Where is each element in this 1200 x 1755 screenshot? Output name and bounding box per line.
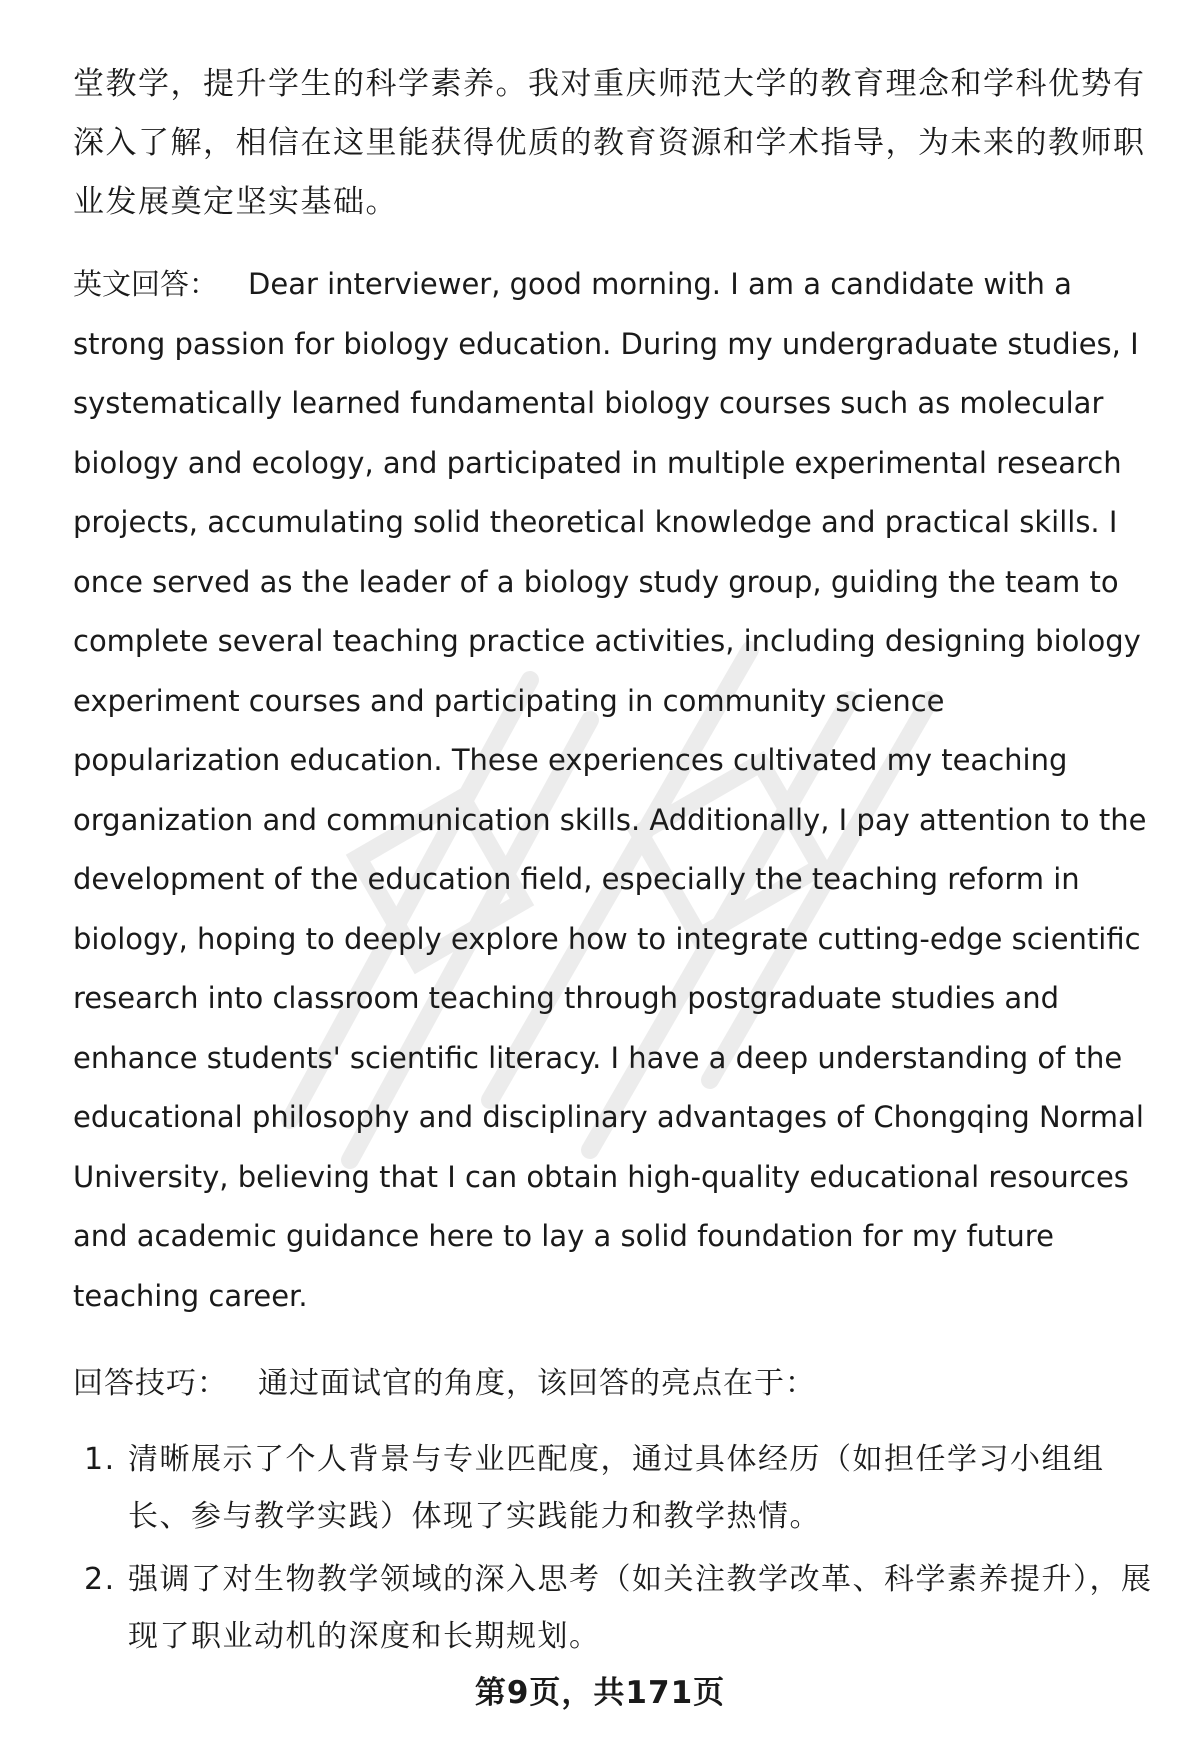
list-item-number: 1. <box>84 1442 116 1477</box>
tips-list <box>73 1431 1153 1665</box>
list-item <box>73 1551 1153 1665</box>
continuation-paragraph: 堂教学，提升学生的科学素养。我对重庆师范大学的教育理念和学科优势有深入了解，相信在这里能获得优质的教育资源和学术指导，为未来的教师职业发展奠定坚实基础。 <box>73 66 1146 220</box>
document-page <box>73 55 1153 1671</box>
list-item <box>73 1431 1153 1545</box>
english-answer-paragraph <box>73 255 1153 1326</box>
page-indicator: 第9页，共171页 <box>474 1675 726 1711</box>
list-item-text: 强调了对生物教学领域的深入思考（如关注教学改革、科学素养提升），展现了职业动机的深度和长期规划。 <box>128 1562 1153 1654</box>
tips-intro: 通过面试官的角度，该回答的亮点在于： <box>258 1366 816 1401</box>
english-answer-text: Dear interviewer, good morning. I am a candidate with a strong passion for biology education. During my undergraduate studies, I systematically learned fundamental biology courses such as molecular biology and ecology, and participated in multiple experimental research projects, accumulating solid theoretical knowledge and practical skills. I once served as the leader of a biology study group, guiding the team to complete several teaching practice activities, including designing biology experiment courses and participating in community science popularization education. These experiences cultivated my teaching organization and communication skills. Additionally, I pay attention to the development of the education field, especially the teaching reform in biology, hoping to deeply explore how to integrate cutting-edge scientific research into classroom teaching through postgraduate studies and enhance students' scientific literacy. I have a deep understanding of the educational philosophy and disciplinary advantages of Chongqing Normal University, believing that I can obtain high-quality educational resources and academic guidance here to lay a solid foundation for my future teaching career. <box>73 267 1147 1313</box>
english-answer-label: 英文回答： <box>73 267 219 301</box>
list-item-text: 清晰展示了个人背景与专业匹配度，通过具体经历（如担任学习小组组长、参与教学实践）体现了实践能力和教学热情。 <box>128 1442 1105 1534</box>
tips-heading-paragraph <box>73 1354 1153 1413</box>
tips-label: 回答技巧： <box>73 1366 228 1401</box>
list-item-number: 2. <box>84 1562 116 1597</box>
